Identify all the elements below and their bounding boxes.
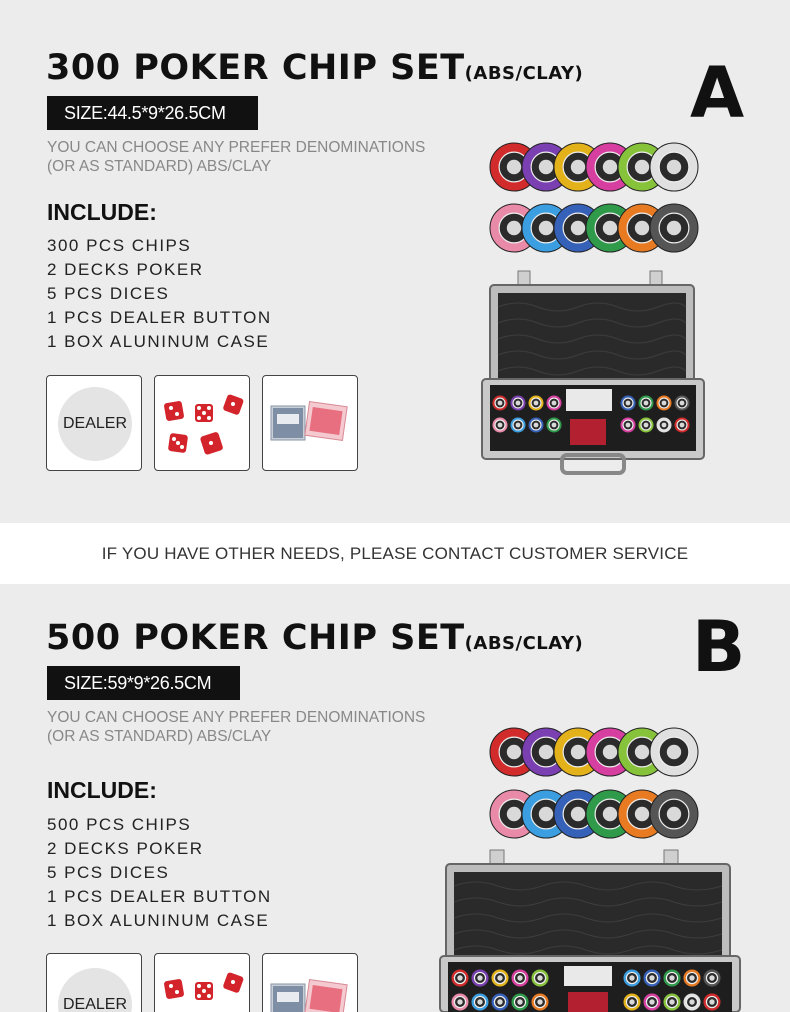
set-a-title-sub: (ABS/CLAY) [464,63,584,84]
set-a-desc-line1: YOU CAN CHOOSE ANY PREFER DENOMINATIONS [47,139,426,156]
poker-chip-logo [498,401,503,406]
set-b-include-label: INCLUDE: [47,777,157,803]
section-set-b [0,584,790,1012]
poker-chip-logo [629,975,634,980]
poker-cards-thumbnail[interactable] [262,953,358,1012]
poker-cards-icon [263,376,357,470]
dice-icon [155,954,249,1012]
poker-chip-logo [477,999,482,1004]
poker-chip-logo [517,999,522,1004]
poker-chip-logo [709,999,714,1004]
list-item: 2 DECKS POKER [47,839,204,858]
poker-chip-logo [457,999,462,1004]
set-b-product-image [436,720,746,1012]
list-item: 5 PCS DICES [47,863,170,882]
set-a-title-main: 300 POKER CHIP SET [46,48,465,88]
poker-chip-logo [626,401,631,406]
poker-chip-logo [635,221,649,235]
set-a-product-image [478,135,712,485]
poker-chip-logo [516,423,521,428]
poker-chip-logo [689,975,694,980]
poker-chip-logo [497,975,502,980]
contact-banner [0,523,790,584]
dealer-button-label: DEALER [58,968,132,1012]
poker-cards-thumbnail[interactable] [262,375,358,471]
contact-banner-text: IF YOU HAVE OTHER NEEDS, PLEASE CONTACT CUSTOMER SERVICE [101,543,689,563]
poker-chip-logo [517,975,522,980]
poker-chip-logo [457,975,462,980]
poker-chip-logo [539,160,553,174]
set-a-letter: A [690,52,745,134]
set-b-desc-line2: (OR AS STANDARD) ABS/CLAY [47,728,272,745]
poker-chip-logo [539,221,553,235]
poker-chip-logo [649,999,654,1004]
poker-chip-logo [534,401,539,406]
poker-chip-logo [497,999,502,1004]
list-item: 2 DECKS POKER [47,260,204,279]
poker-chip-logo [667,221,681,235]
set-a-desc-line2: (OR AS STANDARD) ABS/CLAY [47,158,272,175]
dealer-button-label: DEALER [58,387,132,461]
poker-chip-logo [644,401,649,406]
poker-chip-logo [667,745,681,759]
poker-chip-logo [644,423,649,428]
list-item: 1 BOX ALUNINUM CASE [47,911,270,930]
set-b-title-sub: (ABS/CLAY) [464,633,584,654]
set-b-description [47,708,425,746]
set-a-title [46,48,583,88]
set-a-include-label: INCLUDE: [47,199,157,225]
poker-chip-logo [603,221,617,235]
poker-chip-logo [516,401,521,406]
poker-chip-logo [571,745,585,759]
poker-chip-logo [537,975,542,980]
poker-chip-logo [552,401,557,406]
poker-chip-logo [603,807,617,821]
dealer-button-thumbnail[interactable] [46,953,142,1012]
poker-chip-logo [649,975,654,980]
poker-chip-logo [507,160,521,174]
poker-chip-logo [552,423,557,428]
poker-chip-logo [571,160,585,174]
poker-chip-logo [635,807,649,821]
set-a-include-list [47,234,272,354]
poker-chip-logo [680,401,685,406]
poker-chip-logo [537,999,542,1004]
poker-chip-logo [709,975,714,980]
list-item: 5 PCS DICES [47,284,170,303]
set-b-desc-line1: YOU CAN CHOOSE ANY PREFER DENOMINATIONS [47,709,426,726]
list-item: 300 PCS CHIPS [47,236,192,255]
poker-chip-logo [507,221,521,235]
list-item: 1 PCS DEALER BUTTON [47,887,272,906]
poker-chip-logo [667,807,681,821]
list-item: 500 PCS CHIPS [47,815,192,834]
poker-chip-logo [635,160,649,174]
poker-chip-logo [507,807,521,821]
poker-chip-logo [680,423,685,428]
poker-chip-logo [669,975,674,980]
set-a-description [47,138,425,176]
poker-cards-icon [263,954,357,1012]
list-item: 1 BOX ALUNINUM CASE [47,332,270,351]
poker-chip-logo [662,423,667,428]
poker-chip-logo [629,999,634,1004]
poker-chip-logo [635,745,649,759]
poker-chip-logo [603,745,617,759]
poker-chip-logo [539,807,553,821]
poker-chip-logo [689,999,694,1004]
dice-icon [155,376,249,470]
poker-chip-logo [669,999,674,1004]
poker-chip-logo [507,745,521,759]
list-item: 1 PCS DEALER BUTTON [47,308,272,327]
poker-chip-logo [498,423,503,428]
dealer-button-thumbnail[interactable] [46,375,142,471]
set-b-size-badge: SIZE:59*9*26.5CM [47,666,240,700]
poker-chip-logo [477,975,482,980]
poker-chip-logo [603,160,617,174]
set-b-title-main: 500 POKER CHIP SET [46,618,465,658]
dice-thumbnail[interactable] [154,375,250,471]
set-b-letter: B [692,606,746,688]
poker-chip-logo [534,423,539,428]
set-b-title [46,618,583,658]
poker-chip-logo [571,221,585,235]
poker-chip-logo [539,745,553,759]
poker-chip-logo [571,807,585,821]
poker-chip-logo [626,423,631,428]
dice-thumbnail[interactable] [154,953,250,1012]
poker-chip-logo [662,401,667,406]
set-a-size-badge: SIZE:44.5*9*26.5CM [47,96,258,130]
set-b-include-list [47,813,272,933]
poker-chip-logo [667,160,681,174]
